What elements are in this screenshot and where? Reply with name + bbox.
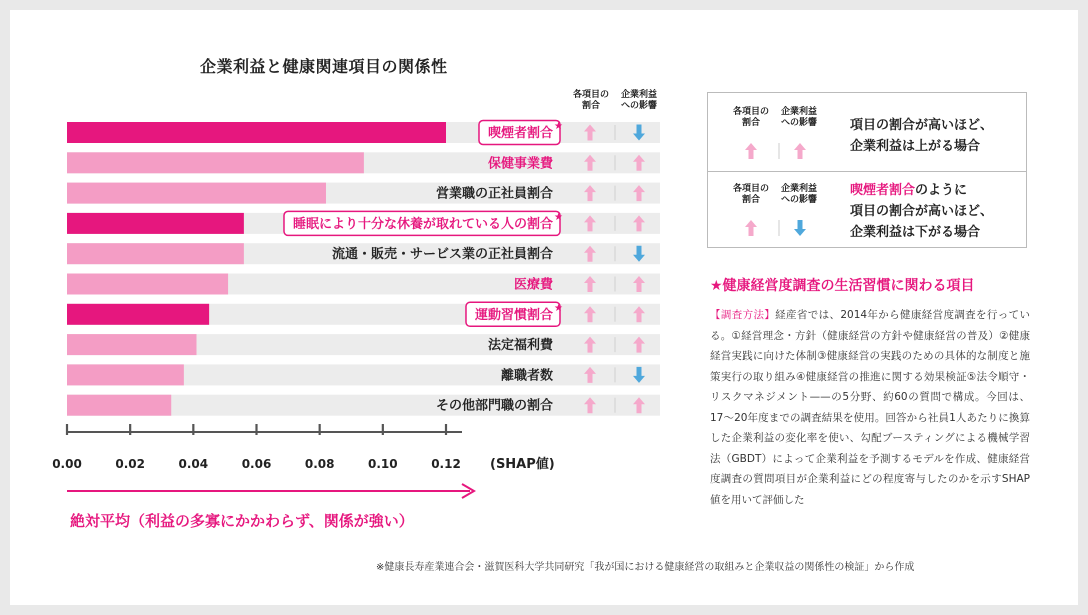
section-title: ★健康経営度調査の生活習慣に関わる項目 bbox=[710, 278, 975, 294]
bar bbox=[67, 334, 196, 355]
legend-impact-head-line1: 企業利益 bbox=[780, 107, 817, 117]
category-label: 営業職の正社員割合 bbox=[435, 186, 553, 202]
legend-desc-down-line1-rest: のように bbox=[915, 183, 968, 198]
bar bbox=[67, 213, 244, 234]
bar bbox=[67, 122, 446, 143]
section-body bbox=[710, 305, 1030, 510]
bar bbox=[67, 152, 364, 173]
legend-desc-down-line1 bbox=[850, 180, 993, 201]
category-label: 保健事業費 bbox=[487, 156, 553, 172]
up-arrow-icon bbox=[794, 143, 806, 159]
category-label: 流通・販売・サービス業の正社員割合 bbox=[331, 247, 553, 263]
legend-impact-head-line2: への影響 bbox=[780, 118, 817, 128]
legend-desc-up-line1: 項目の割合が高いほど、 bbox=[850, 118, 994, 133]
legend-impact-head-2-line1: 企業利益 bbox=[780, 184, 817, 194]
up-arrow-icon bbox=[745, 143, 757, 159]
x-tick-label: 0.00 bbox=[52, 457, 82, 471]
legend-ratio-head-line1: 各項目の bbox=[732, 107, 769, 117]
category-label: その他部門職の割合 bbox=[435, 398, 553, 414]
bar bbox=[67, 364, 184, 385]
x-tick-label: 0.06 bbox=[241, 457, 272, 471]
legend-arrows-up bbox=[708, 93, 848, 171]
legend-ratio-head-line2: 割合 bbox=[741, 118, 760, 128]
legend-ratio-head-2-line1: 各項目の bbox=[732, 184, 769, 194]
legend-desc-up bbox=[850, 115, 993, 157]
column-header-ratio-line1: 各項目の bbox=[572, 90, 609, 100]
method-body: 経産省では、2014年から健康経営度調査を行っている。①経営理念・方針（健康経営の方針や健康経営の普及）②健康経営実践に向けた体制③健康経営の実践のための具体的な制度と施策実行の取り組み④健康経営の推進に関する効果検証⑤法令順守・リスクマネジメント——の5分野、約60の質問で構成。今回は、17〜20年度までの調査結果を使用。回答から社員1人あたりに換算した企業利益の変化率を使い、勾配ブースティングによる機械学習法（GBDT）によって企業利益を予測するモデルを作成、健康経営度調査の質問項目が企業利益にどの程度寄与したのかを示すSHAP値を用いて評価した bbox=[710, 309, 1030, 506]
star-mark: ★ bbox=[554, 211, 563, 223]
x-tick-label: 0.10 bbox=[368, 457, 398, 471]
category-label: 離職者数 bbox=[500, 368, 553, 384]
x-tick-label: 0.02 bbox=[115, 457, 145, 471]
x-tick-label: 0.12 bbox=[431, 457, 461, 471]
legend-row-down bbox=[708, 171, 1026, 250]
legend-desc-down-line3: 企業利益は下がる場合 bbox=[850, 225, 981, 240]
legend-ratio-head-2-line2: 割合 bbox=[741, 195, 760, 205]
column-header-ratio-line2: 割合 bbox=[581, 101, 600, 111]
down-arrow-icon bbox=[794, 220, 806, 236]
bar bbox=[67, 304, 209, 325]
legend-smoker-label: 喫煙者割合 bbox=[850, 183, 916, 198]
column-header-impact-line1: 企業利益 bbox=[620, 90, 657, 100]
chart-title: 企業利益と健康関連項目の関係性 bbox=[200, 57, 448, 76]
bar bbox=[67, 395, 171, 416]
x-tick-label: 0.08 bbox=[304, 457, 335, 471]
category-label: 喫煙者割合 bbox=[487, 126, 553, 141]
star-mark: ★ bbox=[554, 302, 563, 314]
legend-desc-up-line2: 企業利益は上がる場合 bbox=[850, 139, 981, 154]
x-axis-label: (SHAP値) bbox=[490, 457, 555, 472]
absolute-mean-label: 絶対平均（利益の多寡にかかわらず、関係が強い） bbox=[70, 512, 414, 530]
category-label: 法定福利費 bbox=[487, 338, 553, 354]
legend-desc-down bbox=[850, 180, 993, 243]
legend-box bbox=[707, 92, 1027, 248]
star-mark: ★ bbox=[554, 121, 563, 132]
legend-desc-down-line2: 項目の割合が高いほど、 bbox=[850, 204, 994, 219]
bar bbox=[67, 183, 326, 204]
x-tick-label: 0.04 bbox=[178, 457, 209, 471]
bar bbox=[67, 243, 244, 264]
category-label: 運動習慣割合 bbox=[474, 307, 553, 323]
legend-arrows-down bbox=[708, 172, 848, 250]
legend-impact-head-2-line2: への影響 bbox=[780, 195, 817, 205]
bar bbox=[67, 274, 228, 295]
category-label: 睡眠により十分な休養が取れている人の割合 bbox=[292, 216, 553, 232]
up-arrow-icon bbox=[745, 220, 757, 236]
legend-row-up bbox=[708, 93, 1026, 171]
category-label: 医療費 bbox=[513, 277, 553, 293]
method-tag: 【調査方法】 bbox=[710, 309, 776, 321]
footnote: ※健康長寿産業連合会・滋賀医科大学共同研究「我が国における健康経営の取組みと企業収益の関係性の検証」から作成 bbox=[376, 562, 915, 573]
column-header-impact-line2: への影響 bbox=[620, 101, 657, 111]
